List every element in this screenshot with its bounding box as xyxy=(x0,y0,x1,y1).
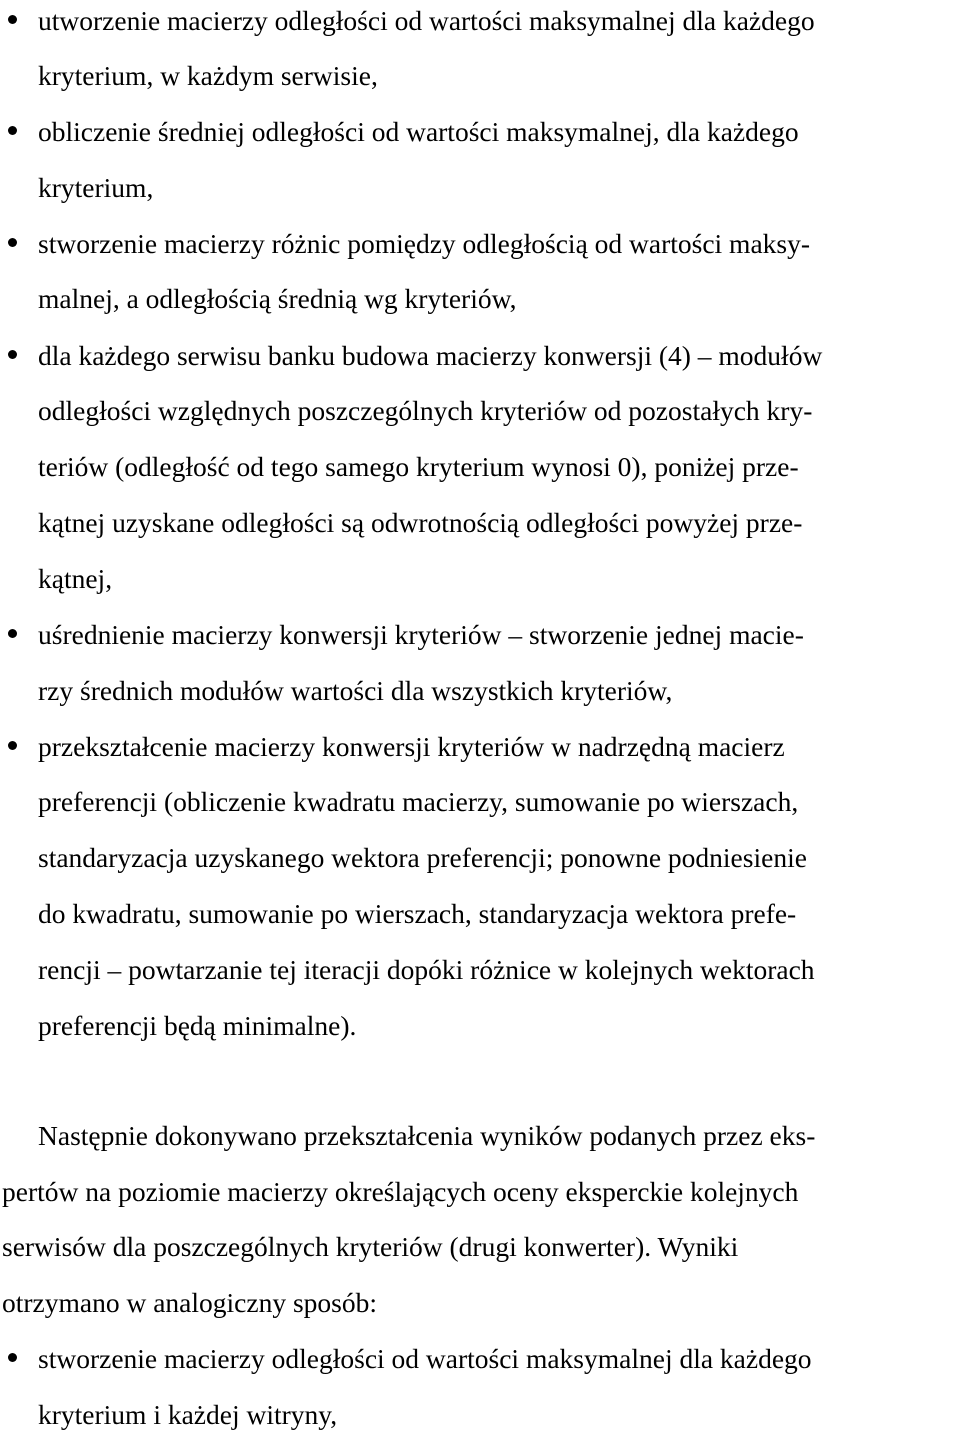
list-item-line: standaryzacja uzyskanego wektora preferencji; ponowne podniesienie xyxy=(38,842,807,873)
paragraph-line: otrzymano w analogiczny sposób: xyxy=(2,1287,377,1318)
list-item-line: teriów (odległość od tego samego kryterium wynosi 0), poniżej prze- xyxy=(38,451,799,482)
list-item-line: stworzenie macierzy odległości od wartości maksymalnej dla każdego xyxy=(38,1343,812,1374)
bullet-icon xyxy=(8,238,17,247)
paragraph-line: Następnie dokonywano przekształcenia wyników podanych przez eks- xyxy=(38,1120,816,1151)
list-item-line: dla każdego serwisu banku budowa macierzy konwersji (4) – modułów xyxy=(38,340,823,371)
bullet-icon xyxy=(8,741,17,750)
list-item-line: odległości względnych poszczególnych kryteriów od pozostałych kry- xyxy=(38,395,813,426)
list-item-line: kryterium, xyxy=(38,172,154,203)
list-item-line: rzy średnich modułów wartości dla wszystkich kryteriów, xyxy=(38,675,673,706)
list-item-line: rencji – powtarzanie tej iteracji dopóki różnice w kolejnych wektorach xyxy=(38,954,815,985)
list-item-line: uśrednienie macierzy konwersji kryteriów – stworzenie jednej macie- xyxy=(38,619,804,650)
bullet-icon xyxy=(8,126,17,135)
list-item-line: do kwadratu, sumowanie po wierszach, standaryzacja wektora prefe- xyxy=(38,898,797,929)
list-item-line: przekształcenie macierzy konwersji kryteriów w nadrzędną macierz xyxy=(38,731,785,762)
paragraph-line: serwisów dla poszczególnych kryteriów (drugi konwerter). Wyniki xyxy=(2,1231,739,1262)
list-item-line: kryterium i każdej witryny, xyxy=(38,1399,338,1430)
list-item-line: utworzenie macierzy odległości od wartości maksymalnej dla każdego xyxy=(38,5,815,36)
list-item-line: kątnej, xyxy=(38,563,113,594)
bullet-icon xyxy=(8,1353,17,1362)
list-item-line: kątnej uzyskane odległości są odwrotnością odległości powyżej prze- xyxy=(38,507,803,538)
bullet-icon xyxy=(8,15,17,24)
paragraph-line: pertów na poziomie macierzy określających oceny eksperckie kolejnych xyxy=(2,1176,799,1207)
bullet-icon xyxy=(8,350,17,359)
list-item-line: malnej, a odległością średnią wg kryteriów, xyxy=(38,283,517,314)
list-item-line: kryterium, w każdym serwisie, xyxy=(38,60,378,91)
list-item-line: preferencji będą minimalne). xyxy=(38,1010,357,1041)
list-item-line: preferencji (obliczenie kwadratu macierzy, sumowanie po wierszach, xyxy=(38,786,799,817)
bullet-icon xyxy=(8,629,17,638)
list-item-line: obliczenie średniej odległości od wartości maksymalnej, dla każdego xyxy=(38,116,799,147)
list-item-line: stworzenie macierzy różnic pomiędzy odległością od wartości maksy- xyxy=(38,228,811,259)
